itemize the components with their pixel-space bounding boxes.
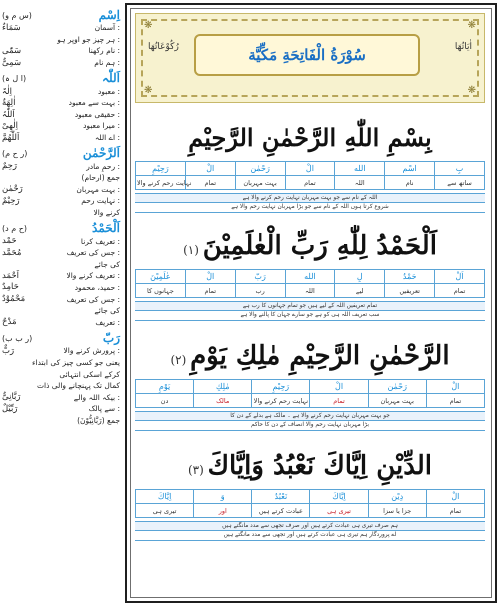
glossary-meaning: کرنے والا	[93, 208, 120, 218]
glossary-line	[2, 368, 120, 380]
surah-title: سُوْرَةُ الْفَاتِحَةِ مَكِّيَّة	[248, 46, 366, 64]
glossary-word: رَحِیْمٌ	[2, 195, 20, 206]
glossary-meaning: : آسمان	[94, 23, 120, 33]
glossary-word: رَبَّانِیٌّ	[2, 392, 21, 403]
glossary-word: اَللّٰهُمَّ	[2, 132, 20, 143]
meaning-cell: تمام	[310, 394, 368, 408]
glossary-section	[2, 146, 120, 218]
word-cell: اسْم	[385, 162, 435, 176]
glossary-meaning: : اے اللہ	[94, 133, 120, 143]
meaning-cell: تعریفیں	[385, 284, 435, 298]
glossary-root: (ر ب ب)	[2, 333, 33, 343]
meaning-cell: نہایت رحم کرنے والا	[252, 394, 310, 408]
glossary-line	[2, 85, 120, 97]
glossary-line	[2, 247, 120, 259]
word-cell: الله	[335, 162, 385, 176]
glossary-root: (ا ل ہ)	[2, 73, 27, 83]
word-cell: يَوْمِ	[136, 380, 194, 394]
glossary-word: مَحْمُوْدٌ	[2, 294, 26, 305]
glossary-meaning: : جس کی تعریف	[66, 294, 120, 304]
glossary-line	[2, 259, 120, 271]
word-cell: عٰلَمِيْنَ	[136, 270, 186, 284]
glossary-meaning: : معبود	[97, 86, 120, 96]
glossary-meaning: جمع (ارحام)	[81, 173, 120, 183]
glossary-meaning: : نام رکھنا	[88, 46, 120, 56]
meaning-cell: مالک	[194, 394, 252, 408]
glossary-line	[2, 195, 120, 207]
meaning-cell: جزا یا سزا	[368, 504, 426, 518]
word-cell: الْ	[185, 270, 235, 284]
meaning-cell: جہانوں کا	[136, 284, 186, 298]
translation-note: بڑا مہربان نہایت رحم والا انصاف کے دن کا حاکم	[135, 421, 485, 431]
translation-line: اللہ کے نام سے جو بہت مہربان نہایت رحم کرنے والا ہے	[135, 193, 485, 203]
meaning-cell: تمام	[185, 176, 235, 190]
word-cell: رَحِيْمِ	[136, 162, 186, 176]
translation-line: جو بہت مہربان نہایت رحم کرنے والا ہے ۔ مالک ہے بدلے کے دن کا	[135, 411, 485, 421]
glossary-meaning: : تعریف	[95, 317, 120, 327]
translation-line: ہم صرف تیری ہی عبادت کرتے ہیں اور صرف تجھی سے مدد مانگتے ہیں	[135, 521, 485, 531]
meaning-cell: تمام	[185, 284, 235, 298]
verse-arabic	[135, 451, 485, 481]
word-row	[136, 380, 485, 394]
word-cell: نَعْبُدُ	[252, 490, 310, 504]
word-row	[136, 270, 485, 284]
meaning-cell: لیے	[335, 284, 385, 298]
meaning-cell: تمام	[426, 504, 484, 518]
glossary-word: مُحَمَّد	[2, 247, 22, 258]
glossary-line	[2, 357, 120, 369]
glossary-head	[2, 8, 120, 22]
glossary-line	[2, 172, 120, 184]
glossary-word: مَدْحٌ	[2, 317, 17, 328]
glossary-meaning: : تعریف کرنے والا	[66, 271, 120, 281]
glossary-meaning: : ہر چیز جو اوپر ہو	[57, 34, 120, 44]
surah-header	[135, 13, 485, 103]
glossary-word: سَمِیٌّ	[2, 57, 22, 68]
verse-text: اَلْحَمْدُ لِلّٰهِ رَبِّ الْعٰلَمِيْنَ	[202, 231, 437, 261]
word-cell: رَحْمٰن	[368, 380, 426, 394]
glossary-line	[2, 207, 120, 219]
glossary-head	[2, 71, 120, 85]
meaning-cell: تمام	[435, 284, 485, 298]
glossary-meaning: یعنی جو کسی چیز کی ابتداء	[31, 357, 120, 367]
word-cell: لِ	[335, 270, 385, 284]
word-cell: الْ	[185, 162, 235, 176]
meaning-cell: دن	[136, 394, 194, 408]
word-cell: بِ	[435, 162, 485, 176]
word-cell: الْ	[310, 380, 368, 394]
glossary-meaning: جمع (رَبَّانِیُّوْنَ)	[77, 415, 120, 425]
translation-note: شروع کرتا ہوں اللہ کے نام سے جو بڑا مہربان نہایت رحم والا ہے	[135, 203, 485, 213]
word-cell: دِيْن	[368, 490, 426, 504]
verse-number-marker: (٣)	[187, 463, 208, 477]
meaning-cell: بہت مہربان	[235, 176, 285, 190]
glossary-line	[2, 316, 120, 328]
glossary-term: اَللّٰہ	[102, 71, 120, 86]
glossary-meaning: : پرورش کرنے والا	[63, 346, 120, 356]
ruku-count-label: رُكُوْعَاتُهَا	[148, 42, 179, 52]
surah-panel	[125, 3, 497, 603]
glossary-line	[2, 282, 120, 294]
meaning-cell: رب	[235, 284, 285, 298]
glossary-meaning: : حقیقی معبود	[74, 109, 120, 119]
word-cell: اَلْ	[435, 270, 485, 284]
glossary-word: اٰلِهَةٌ	[2, 97, 16, 108]
word-row	[136, 162, 485, 176]
meaning-cell: تیری ہی	[136, 504, 194, 518]
word-cell: رَحِيْمِ	[252, 380, 310, 394]
word-cell: وَ	[194, 490, 252, 504]
word-cell: الْ	[285, 162, 335, 176]
glossary-word: حَمْد	[2, 236, 17, 247]
glossary-word: اَحْمَد	[2, 270, 19, 281]
glossary-meaning: : سے پالک	[88, 404, 120, 414]
verse-text: الرَّحْمٰنِ الرَّحِيْمِ مٰلِكِ يَوْمِ	[190, 341, 450, 371]
verse-text: بِسْمِ اللّٰهِ الرَّحْمٰنِ الرَّحِيْمِ	[188, 123, 432, 152]
glossary-head	[2, 146, 120, 160]
glossary-section	[2, 8, 120, 68]
word-by-word-table	[135, 269, 485, 298]
ornament-icon: ❋	[144, 85, 153, 96]
glossary-meaning: : تعریف کرنا	[80, 236, 120, 246]
glossary-root: (ح م د)	[2, 223, 28, 233]
glossary-meaning: : بہت سے معبود	[68, 98, 120, 108]
glossary-line	[2, 345, 120, 357]
meaning-cell: نام	[385, 176, 435, 190]
glossary-word: سَمَاءٌ	[2, 22, 21, 33]
word-cell: الْ	[426, 380, 484, 394]
glossary-line	[2, 305, 120, 317]
meaning-cell: اور	[194, 504, 252, 518]
glossary-word: رَحْمٰن	[2, 184, 23, 195]
glossary-meaning: کی جائے	[94, 306, 120, 316]
glossary-meaning: کی جائے	[94, 259, 120, 269]
glossary-meaning: : حمید، محمود	[74, 282, 120, 292]
glossary-line	[2, 184, 120, 196]
word-by-word-table	[135, 489, 485, 518]
glossary-word: اِلٰہٌ	[2, 86, 12, 97]
translation-note: سب تعریف اللہ ہی کو ہے جو سارے جہان کا پالنے والا ہے	[135, 311, 485, 321]
word-cell: الْ	[426, 490, 484, 504]
glossary-section	[2, 221, 120, 328]
word-cell: مٰلِكِ	[194, 380, 252, 394]
meaning-cell: تیری ہی	[310, 504, 368, 518]
surah-title-cartouche	[194, 34, 420, 76]
glossary-line	[2, 403, 120, 415]
glossary-word: رَبٌّ	[2, 345, 15, 356]
glossary-root: (ر ح م)	[2, 148, 28, 158]
glossary-line	[2, 132, 120, 144]
glossary-section	[2, 331, 120, 426]
glossary-word: اِلٰهِیْ	[2, 120, 18, 131]
glossary-head	[2, 331, 120, 345]
ayat-count-label: اٰيَاتُهَا	[454, 42, 472, 52]
verse-text: الدِّيْنِ اِيَّاكَ نَعْبُدُ وَاِيَّاكَ	[207, 451, 433, 481]
glossary-line	[2, 235, 120, 247]
glossary-line	[2, 160, 120, 172]
word-cell: اِيَّاكَ	[136, 490, 194, 504]
glossary-line	[2, 97, 120, 109]
meaning-row	[136, 176, 485, 190]
glossary-line	[2, 57, 120, 69]
meaning-cell: بہت مہربان	[368, 394, 426, 408]
word-cell: اِيَّاكَ	[310, 490, 368, 504]
glossary-meaning: : نہایت رحم	[81, 196, 120, 206]
verse-number-marker: (٢)	[170, 353, 191, 367]
word-by-word-table	[135, 379, 485, 408]
glossary-word: رَبِّیْلٌ	[2, 403, 18, 414]
glossary-line	[2, 34, 120, 46]
glossary-head	[2, 221, 120, 235]
meaning-cell: نہایت رحم کرنے والا	[136, 176, 186, 190]
word-cell: حَمْدُ	[385, 270, 435, 284]
word-cell: رَحْمٰن	[235, 162, 285, 176]
meaning-cell: تمام	[285, 176, 335, 190]
meaning-cell: عبادت کرتے ہیں	[252, 504, 310, 518]
glossary-meaning: : رحمِ مادر	[86, 161, 120, 171]
meaning-cell: تمام	[426, 394, 484, 408]
glossary-term: اَلرَّحْمٰن	[82, 146, 120, 161]
meaning-cell: ساتھ سے	[435, 176, 485, 190]
glossary-meaning: کرکے اسکی انتہائی	[59, 369, 120, 379]
ornament-icon: ❋	[467, 85, 476, 96]
glossary-meaning: : بہت مہربان	[76, 184, 120, 194]
word-row	[136, 490, 485, 504]
glossary-meaning: کمال تک پہنچانے والی ذات	[36, 381, 120, 391]
glossary-line	[2, 109, 120, 121]
glossary-line	[2, 380, 120, 392]
meaning-cell: اللہ	[335, 176, 385, 190]
glossary-line	[2, 45, 120, 57]
glossary-meaning: : بیکہ اللہ والے	[73, 392, 120, 402]
ornament-icon: ❋	[467, 20, 476, 31]
glossary-word: سَمّٰی	[2, 45, 22, 56]
glossary-line	[2, 391, 120, 403]
meaning-cell: اللہ	[285, 284, 335, 298]
glossary-line	[2, 270, 120, 282]
glossary-line	[2, 293, 120, 305]
glossary-meaning: : میرا معبود	[83, 121, 120, 131]
glossary-word: رَحِمٌ	[2, 161, 18, 172]
translation-line: تمام تعریفیں اللہ کے لیے ہیں جو تمام جہانوں کا رب ہے	[135, 301, 485, 311]
verse-arabic	[135, 123, 485, 152]
glossary-meaning: : ہم نام	[94, 58, 120, 68]
glossary-meaning: : جس کی تعریف	[66, 248, 120, 258]
verse-number-marker: (١)	[183, 243, 203, 257]
word-cell: رَبّ	[235, 270, 285, 284]
translation-note: اے پروردگار ہم تیری ہی عبادت کرتے ہیں اور تجھی سے مدد مانگتے ہیں	[135, 531, 485, 541]
glossary-line	[2, 415, 120, 427]
word-cell: الله	[285, 270, 335, 284]
verse-arabic	[135, 341, 485, 371]
glossary-line	[2, 120, 120, 132]
glossary-column	[2, 8, 120, 603]
word-by-word-table	[135, 161, 485, 190]
meaning-row	[136, 504, 485, 518]
meaning-row	[136, 394, 485, 408]
glossary-section	[2, 71, 120, 143]
ornament-icon: ❋	[144, 20, 153, 31]
glossary-term: رَبّ	[102, 331, 120, 346]
glossary-term: اَلْحَمْدُ	[92, 221, 120, 236]
glossary-line	[2, 22, 120, 34]
glossary-term: اِسْم	[98, 8, 120, 22]
glossary-word: حَامِدٌ	[2, 282, 19, 293]
meaning-row	[136, 284, 485, 298]
glossary-root: (س م و)	[2, 10, 32, 20]
verse-arabic	[135, 231, 485, 261]
glossary-word: اَللّٰہُ	[2, 109, 15, 120]
